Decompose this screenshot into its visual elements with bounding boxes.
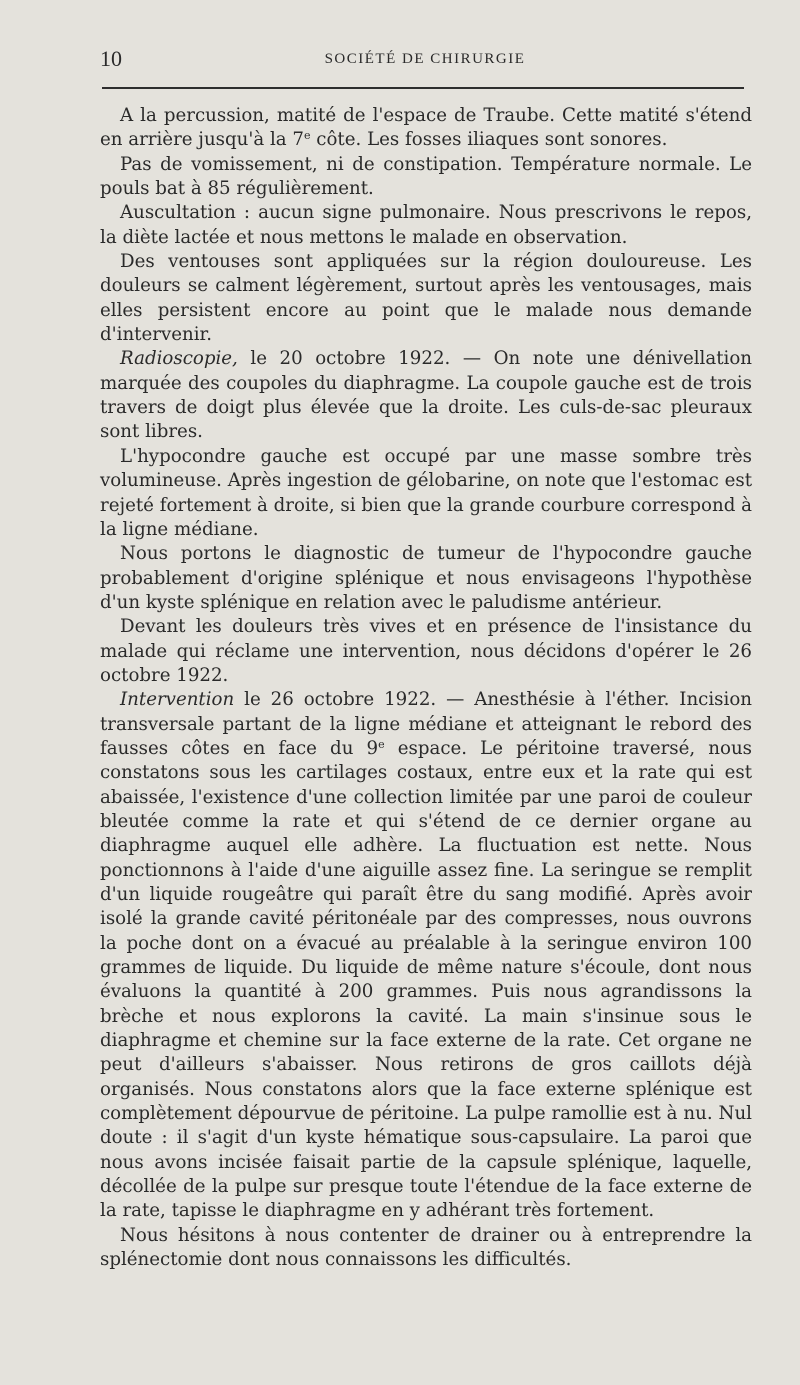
paragraph-conclusion: Nous hésitons à nous contenter de drainer ou à entreprendre la splénectomie dont nous connaissons les difficultés. <box>100 1224 752 1271</box>
paragraph-intervention: Intervention le 26 octobre 1922. — Anesthésie à l'éther. Incision transversale partant de la ligne médiane et atteignant le rebord des fausses côtes en face du 9e espace. Le péritoine traversé, nous constatons sous les cartilages costaux, entre eux et la rate qui est abaissée, l'existence d'une collection limitée par une paroi de couleur bleutée comme la rate et qui s'étend de ce dernier organe au diaphragme auquel elle adhère. La fluctuation est nette. Nous ponctionnons à l'aide d'une aiguille assez fine. La seringue se remplit d'un liquide rougeâtre qui paraît être du sang modifié. Après avoir isolé la grande cavité péritonéale par des compresses, nous ouvrons la poche dont on a évacué au préalable à la seringue environ 100 grammes de liquide. Du liquide de même nature s'écoule, dont nous évaluons la quantité à 200 grammes. Puis nous agrandissons la brèche et nous explorons la cavité. La main s'insinue sous le diaphragme et chemine sur la face externe de la rate. Cet organe ne peut d'ailleurs s'abaisser. Nous retirons de gros caillots déjà organisés. Nous constatons alors que la face externe splénique est complètement dépourvue de péritoine. La pulpe ramollie est à nu. Nul doute : il s'agit d'un kyste hématique sous-capsulaire. La paroi que nous avons incisée faisait partie de la capsule splénique, laquelle, décollée de la pulpe sur presque toute l'étendue de la face externe de la rate, tapisse le diaphragme en y adhérant très fortement. <box>100 689 752 1222</box>
paragraph-lead: Intervention <box>120 689 235 711</box>
paragraph-decision: Devant les douleurs très vives et en présence de l'insistance du malade qui réclame une intervention, nous décidons d'opérer le 26 octobre 1922. <box>100 616 752 686</box>
paragraph-diagnostic: Nous portons le diagnostic de tumeur de l'hypocondre gauche probablement d'origine splénique et nous envisageons l'hypothèse d'un kyste splénique en relation avec le paludisme antérieur. <box>100 543 752 613</box>
paragraph-radioscopie: Radioscopie, le 20 octobre 1922. — On note une dénivellation marquée des coupoles du diaphragme. La coupole gauche est de trois travers de doigt plus élevée que la droite. Les culs-de-sac pleuraux sont libres. <box>100 348 752 443</box>
header-rule <box>102 87 744 89</box>
paragraph-hypocondre: L'hypocondre gauche est occupé par une masse sombre très volumineuse. Après ingestion de gélobarine, on note que l'estomac est rejeté fortement à droite, si bien que la grande courbure correspond à la ligne médiane. <box>100 445 752 540</box>
page-number: 10 <box>100 46 122 71</box>
page-header <box>100 46 750 74</box>
paragraph-auscultation: Auscultation : aucun signe pulmonaire. Nous prescrivons le repos, la diète lactée et nous mettons le malade en observation. <box>100 202 752 248</box>
paragraph-ventouses: Des ventouses sont appliquées sur la région douloureuse. Les douleurs se calment légèrement, surtout après les ventousages, mais elles persistent encore au point que le malade nous demande d'intervenir. <box>100 251 752 346</box>
paragraph-pouls: Pas de vomissement, ni de constipation. Température normale. Le pouls bat à 85 régulièrement. <box>100 153 752 200</box>
running-title: SOCIÉTÉ DE CHIRURGIE <box>324 51 526 67</box>
paragraph-lead: Radioscopie, <box>120 348 238 370</box>
paragraph-percussion: A la percussion, matité de l'espace de Traube. Cette matité s'étend en arrière jusqu'à la 7e côte. Les fosses iliaques sont sonores. <box>100 105 752 151</box>
body-text <box>100 104 752 1273</box>
